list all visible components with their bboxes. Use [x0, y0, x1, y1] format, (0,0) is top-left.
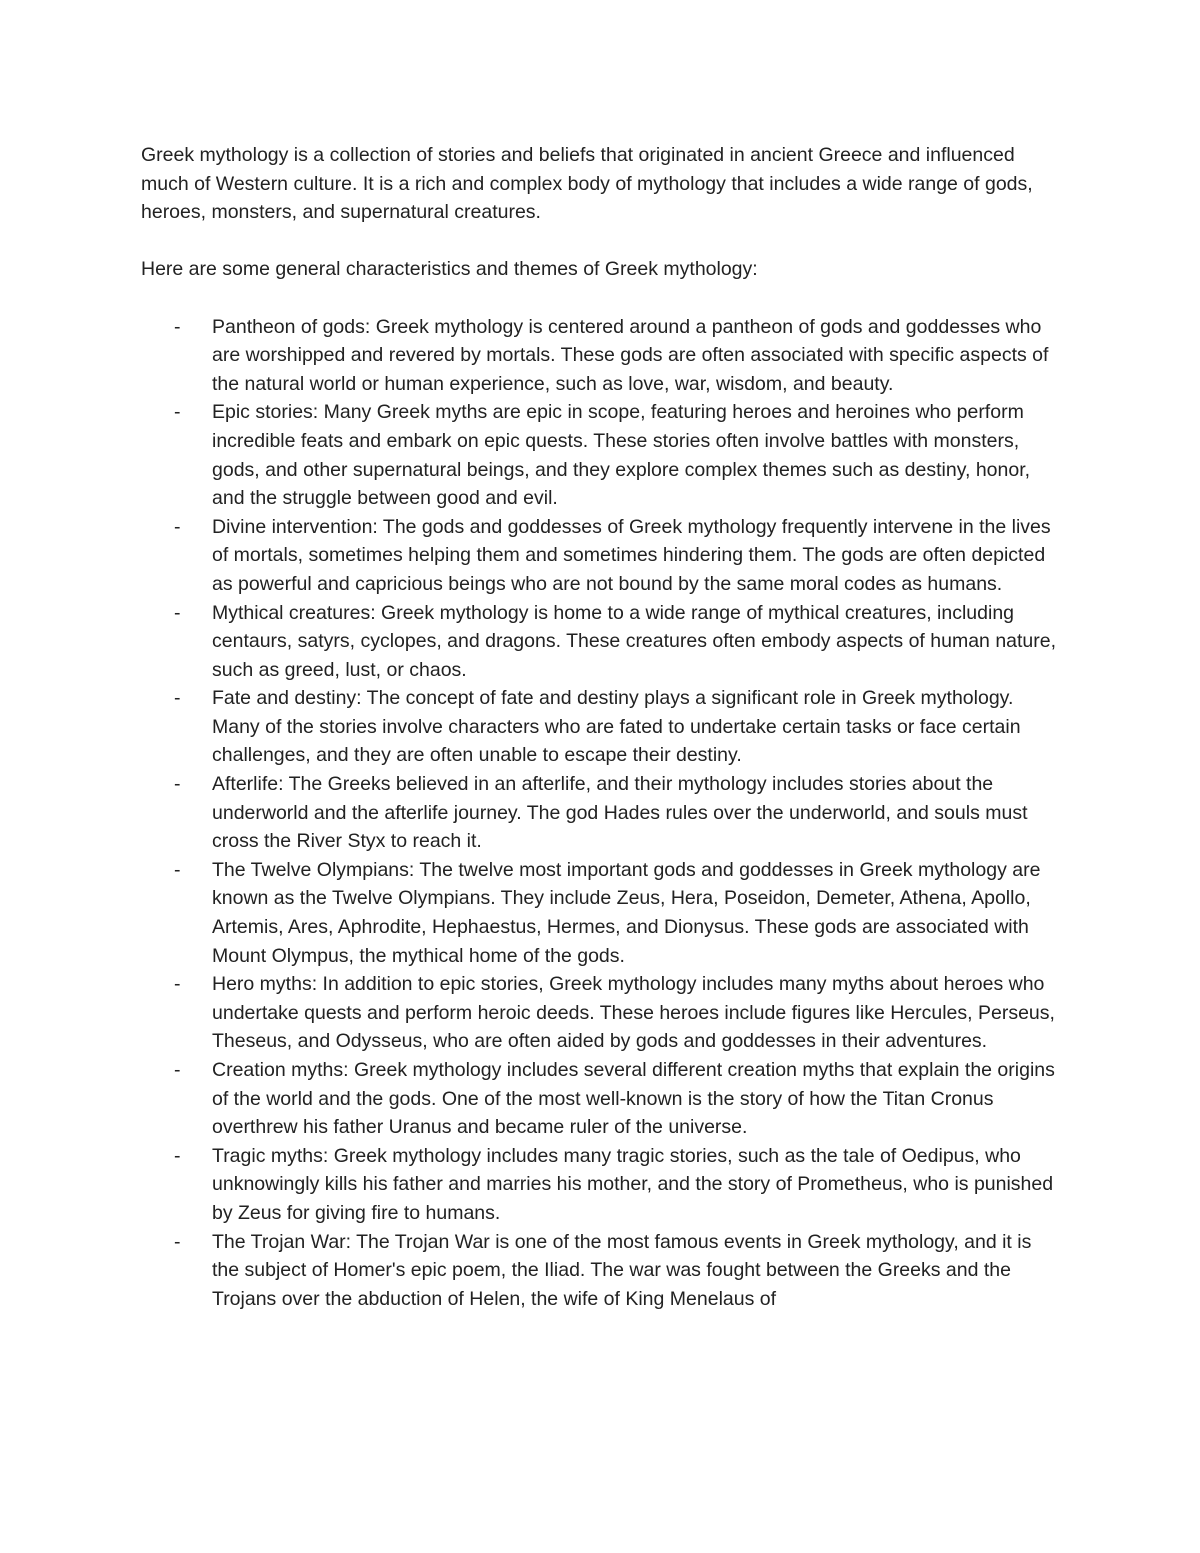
- list-item-text: The Trojan War: The Trojan War is one of the most famous events in Greek mythology, and it is the subject of Homer's epic poem, the Iliad. The war was fought between the Greeks and the Trojans over the abduction of Helen, the wife of King Menelaus of: [212, 1230, 1032, 1310]
- characteristics-list: [141, 313, 1061, 1314]
- intro-paragraph: Greek mythology is a collection of stories and beliefs that originated in ancient Greece and influenced much of Western culture. It is a rich and complex body of mythology that includes a wide range of gods, heroes, monsters, and supernatural creatures.: [141, 144, 1033, 224]
- list-item: [141, 856, 1061, 970]
- list-item: [141, 1056, 1061, 1142]
- list-item: [141, 513, 1061, 599]
- list-item: [141, 1142, 1061, 1228]
- list-item: [141, 684, 1061, 770]
- bullet-dash: -: [174, 1230, 181, 1253]
- list-item-text: Hero myths: In addition to epic stories, Greek mythology includes many myths about heroes who undertake quests and perform heroic deeds. These heroes include figures like Hercules, Perseus, Theseus, and Odysseus, who are often aided by gods and goddesses in their adventures.: [212, 973, 1055, 1053]
- list-item-text: Pantheon of gods: Greek mythology is centered around a pantheon of gods and goddesses who are worshipped and revered by mortals. These gods are often associated with specific aspects of the natural world or human experience, such as love, war, wisdom, and beauty.: [212, 315, 1049, 395]
- list-item: [141, 1228, 1061, 1314]
- list-item: [141, 313, 1061, 399]
- list-item: [141, 770, 1061, 856]
- list-item: [141, 970, 1061, 1056]
- bullet-dash: -: [174, 515, 181, 538]
- bullet-dash: -: [174, 773, 181, 796]
- bullet-dash: -: [174, 687, 181, 710]
- list-item-text: Divine intervention: The gods and goddesses of Greek mythology frequently intervene in the lives of mortals, sometimes helping them and sometimes hindering them. The gods are often depicted as powerful and capricious beings who are not bound by the same moral codes as humans.: [212, 515, 1051, 595]
- bullet-dash: -: [174, 858, 181, 881]
- list-item-text: Tragic myths: Greek mythology includes many tragic stories, such as the tale of Oedipus, who unknowingly kills his father and marries his mother, and the story of Prometheus, who is punished by Zeus for giving fire to humans.: [212, 1144, 1054, 1224]
- bullet-dash: -: [174, 1059, 181, 1081]
- document-body: [141, 141, 1061, 1313]
- bullet-dash: -: [174, 1144, 181, 1167]
- bullet-dash: -: [174, 315, 181, 338]
- list-item: [141, 398, 1061, 512]
- list-item-text: Epic stories: Many Greek myths are epic in scope, featuring heroes and heroines who perform incredible feats and embark on epic quests. These stories often involve battles with monsters, gods, and other supernatural beings, and they explore complex themes such as destiny, honor, and the struggle between good and evil.: [212, 401, 1031, 510]
- list-item-text: Fate and destiny: The concept of fate and destiny plays a significant role in Greek mythology. Many of the stories involve characters who are fated to undertake certain tasks or face certain challenges, and they are often unable to escape their destiny.: [212, 687, 1021, 767]
- bullet-dash: -: [174, 401, 181, 424]
- list-item: [141, 599, 1061, 685]
- list-item-text: Afterlife: The Greeks believed in an afterlife, and their mythology includes stories about the underworld and the afterlife journey. The god Hades rules over the underworld, and souls must cross the River Styx to reach it.: [212, 773, 1028, 853]
- bullet-dash: -: [174, 601, 181, 624]
- list-item-text: Mythical creatures: Greek mythology is home to a wide range of mythical creatures, including centaurs, satyrs, cyclopes, and dragons. These creatures often embody aspects of human nature, such as greed, lust, or chaos.: [212, 601, 1057, 681]
- bullet-dash: -: [174, 973, 181, 996]
- lead-paragraph: Here are some general characteristics and themes of Greek mythology:: [141, 258, 758, 281]
- list-item-text: The Twelve Olympians: The twelve most important gods and goddesses in Greek mythology are known as the Twelve Olympians. They include Zeus, Hera, Poseidon, Demeter, Athena, Apollo, Artemis, Ares, Aphrodite, Hephaestus, Hermes, and Dionysus. These gods are associated with Mount Olympus, the mythical home of the gods.: [212, 858, 1041, 967]
- list-item-text: Creation myths: Greek mythology includes several different creation myths that explain the origins of the world and the gods. One of the most well-known is the story of how the Titan Cronus overthrew his father Uranus and became ruler of the universe.: [212, 1059, 1055, 1139]
